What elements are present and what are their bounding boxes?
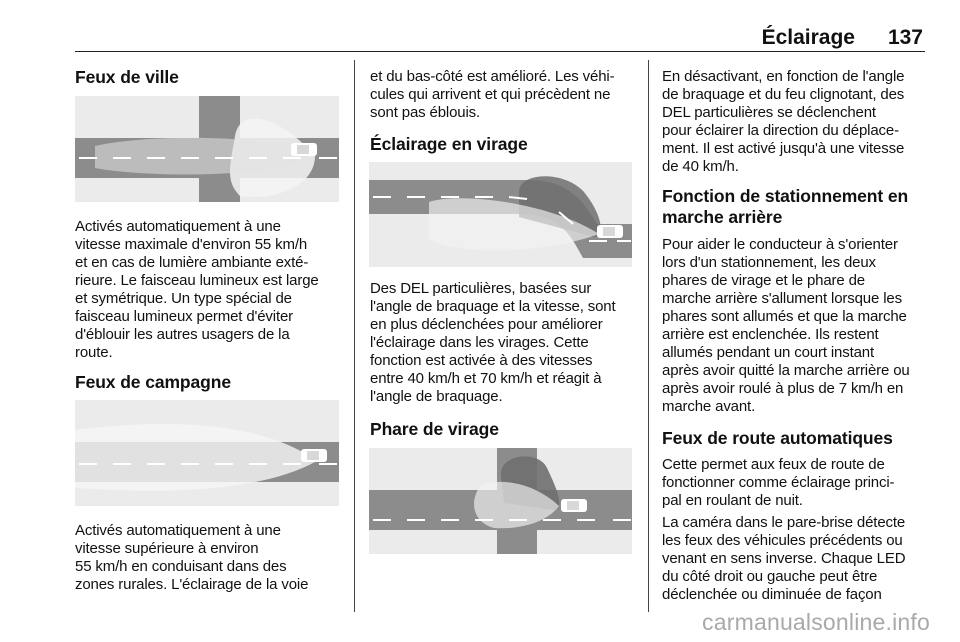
paragraph-country-lights: Activés automatiquement à une vitesse supérieure à environ 55 km/h en conduisant dans des zones rurales. L'éclairage de la voie xyxy=(75,522,309,593)
heading-city-lights: Feux de ville xyxy=(75,67,179,87)
paragraph-bend-lighting: Des DEL particulières, basées sur l'angle de braquage et la vitesse, sont en plus déclenchées pour améliorer l'éclairage dans les virages. Cette fonction est activée à des vitesses entre 40 km/h et 70 km/h et réagit à l'angle de braquage. xyxy=(370,280,616,405)
heading-reverse-parking: Fonction de stationnement en marche arrière xyxy=(662,186,909,227)
section-title: Éclairage xyxy=(761,26,855,49)
paragraph-country-continued: et du bas-côté est amélioré. Les véhi- cules qui arrivent et qui précèdent ne sont pas éblouis. xyxy=(370,68,615,121)
car-icon xyxy=(291,143,317,156)
heading-country-lights: Feux de campagne xyxy=(75,372,231,392)
footer xyxy=(0,609,960,642)
heading-bend-lighting: Éclairage en virage xyxy=(370,134,528,154)
country-lights-illustration xyxy=(75,400,339,506)
watermark-text: carmanualsonline.info xyxy=(702,609,930,635)
car-icon xyxy=(597,225,623,238)
heading-auto-high-beam: Feux de route automatiques xyxy=(662,428,893,448)
car-icon xyxy=(561,499,587,512)
column-divider xyxy=(648,60,649,612)
paragraph-auto-high-beam-2: La caméra dans le pare-brise détecte les feux des véhicules précédents ou venant en sens inverse. Chaque LED du côté droit ou gauche peut être déclenchée ou diminuée de façon xyxy=(662,514,906,603)
car-icon xyxy=(301,449,327,462)
paragraph-auto-high-beam-1: Cette permet aux feux de route de fonctionner comme éclairage princi- pal en roulant de nuit. xyxy=(662,456,895,509)
paragraph-city-lights: Activés automatiquement à une vitesse maximale d'environ 55 km/h et en cas de lumière ambiante exté- rieure. Le faisceau lumineux est large et symétrique. Un type spécial de faisceau lumineux permet d'éviter d'éblouir les autres usagers de la route. xyxy=(75,218,319,361)
bend-lighting-illustration xyxy=(369,162,632,267)
corner-light-illustration xyxy=(369,448,632,554)
heading-corner-light: Phare de virage xyxy=(370,419,499,439)
paragraph-corner-light: En désactivant, en fonction de l'angle de braquage et du feu clignotant, des DEL particulières se déclenchent pour éclairer la direction du déplace- ment. Il est activé jusqu'à une vitesse de 40 km/h. xyxy=(662,68,905,175)
page-header xyxy=(75,0,925,52)
paragraph-reverse-parking: Pour aider le conducteur à s'orienter lors d'un stationnement, les deux phares de virage et le phare de marche arrière s'allument lorsque les phares sont allumés et que la marche arrière est enclenchée. Ils restent allumés pendant un court instant après avoir quitté la marche arrière ou après avoir roulé à plus de 7 km/h en marche avant. xyxy=(662,236,910,415)
page-number: 137 xyxy=(887,26,923,49)
column-divider xyxy=(354,60,355,612)
city-lights-illustration xyxy=(75,96,339,202)
